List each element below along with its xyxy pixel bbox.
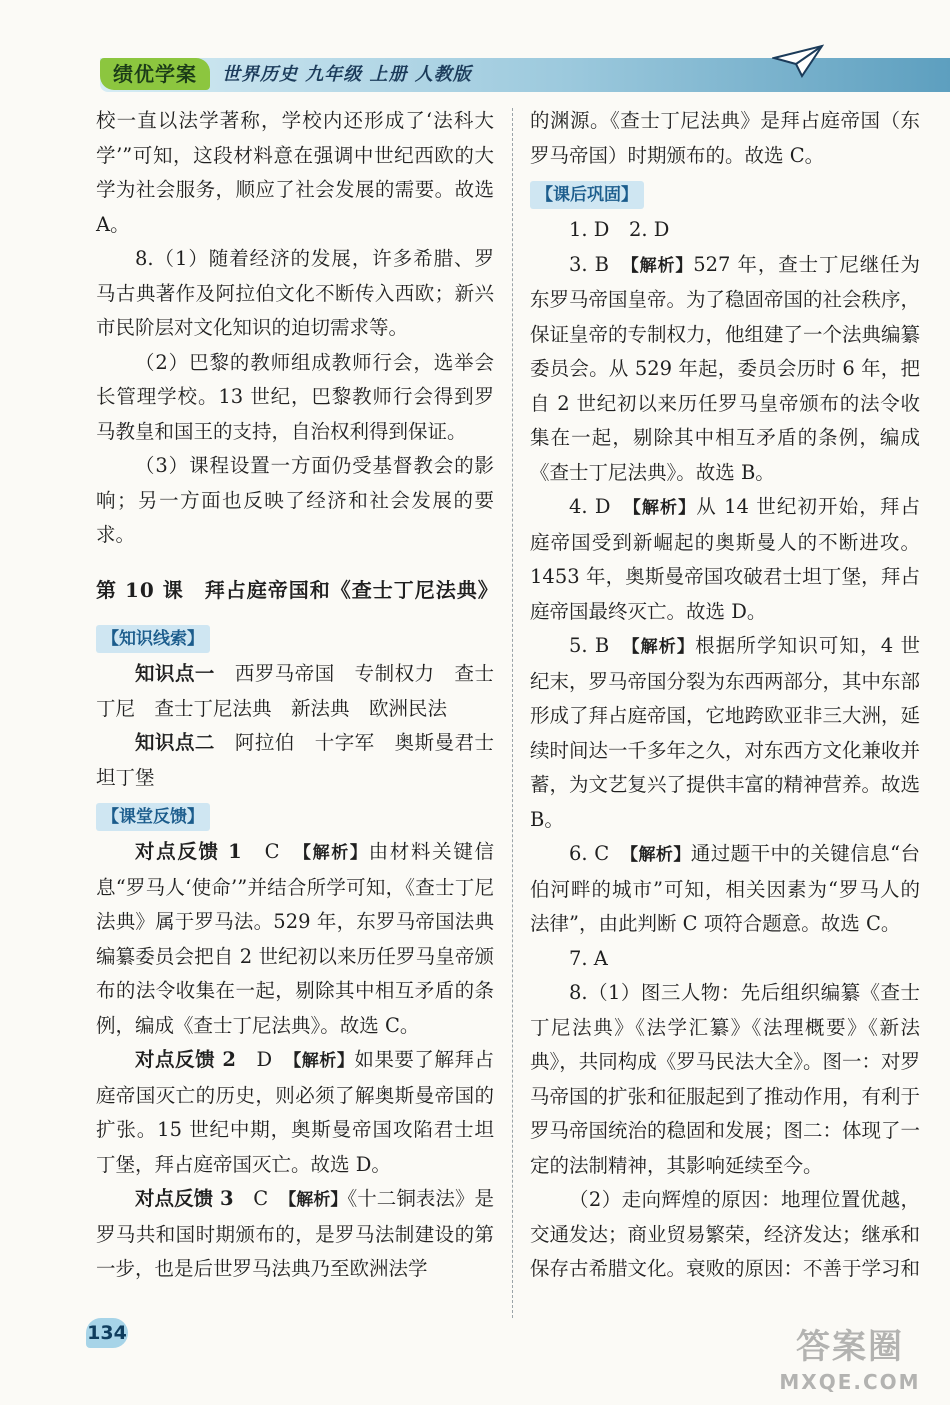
knowledge-point-text: 阿拉伯 十字军 奥斯曼君士坦丁堡: [96, 731, 494, 789]
feedback-text: 《十二铜表法》是罗马共和国时期颁布的，是罗马法制建设的第一步，也是后世罗马法典乃至欧洲法学: [96, 1187, 495, 1280]
answer-item: 7. A: [569, 946, 608, 970]
analysis-tag: 【解析】: [287, 1190, 348, 1210]
analysis-tag: 【解析】: [632, 498, 697, 518]
answer-item: 8.（1）图三人物：先后组织编纂《查士丁尼法典》《法学汇纂》《法理概要》《新法典》，共同构成《罗马民法大全》。图一：对罗马帝国的扩张和征服起到了推动作用，有利于罗马帝国统治的稳固和发展；图二：体现了一定的法制精神，其影响延续至今。: [530, 981, 921, 1177]
feedback-label: 对点反馈 3: [135, 1187, 234, 1210]
lesson-title: 第 10 课 拜占庭帝国和《查士丁尼法典》: [96, 577, 499, 602]
paragraph: 的渊源。《查士丁尼法典》是拜占庭帝国（东罗马帝国）时期颁布的。故选 C。: [530, 109, 920, 167]
analysis-tag: 【解析】: [629, 845, 691, 865]
feedback-item: [96, 835, 494, 1043]
right-column: [530, 104, 920, 1287]
site-watermark: [760, 1325, 940, 1401]
knowledge-point: [96, 657, 494, 726]
feedback-answer: D: [236, 1048, 293, 1071]
knowledge-point-label: 知识点一: [135, 662, 215, 685]
answer-number: 3. B: [569, 252, 631, 276]
knowledge-point-label: 知识点二: [135, 731, 215, 754]
feedback-answer: C: [233, 1187, 288, 1210]
section-label-classroom: 【课堂反馈】: [96, 803, 210, 831]
knowledge-point: [96, 726, 494, 795]
feedback-label: 对点反馈 2: [135, 1048, 236, 1071]
answer-number: 5. B: [569, 634, 632, 657]
watermark-logo-text: 答案圈: [796, 1327, 904, 1367]
feedback-item: [96, 1043, 494, 1182]
answer-item: [530, 837, 920, 942]
book-subject: 世界历史 九年级 上册 人教版: [222, 64, 472, 85]
answer-item: [530, 490, 920, 629]
analysis-tag: 【解析】: [292, 1051, 355, 1071]
paragraph: （3）课程设置一方面仍受基督教会的影响；另一方面也反映了经济和社会发展的要求。: [96, 454, 494, 546]
feedback-text: 如果要了解拜占庭帝国灭亡的历史，则必须了解奥斯曼帝国的扩张。15 世纪中期，奥斯曼帝国攻陷君士坦丁堡，拜占庭帝国灭亡。故选 D。: [96, 1048, 495, 1176]
paragraph: 校一直以法学著称，学校内还形成了‘法科大学’”可知，这段材料意在强调中世纪西欧的大学为社会服务，顺应了社会发展的需要。故选 A。: [96, 109, 494, 236]
analysis-tag: 【解析】: [302, 843, 369, 863]
answer-number: 6. C: [569, 842, 630, 865]
page-header: [0, 0, 950, 100]
answer-text: 从 14 世纪初开始，拜占庭帝国受到新崛起的奥斯曼人的不断进攻。1453 年，奥斯曼帝国攻破君士坦丁堡，拜占庭帝国最终灭亡。故选 D。: [530, 495, 920, 623]
page-number: 134: [86, 1318, 128, 1348]
paper-plane-icon: [772, 44, 824, 78]
answer-item: （2）走向辉煌的原因：地理位置优越，交通发达；商业贸易繁荣，经济发达；继承和保存古希腊文化。衰败的原因：不善于学习和: [530, 1188, 921, 1280]
knowledge-point-text: 西罗马帝国 专制权力 查士丁尼 查士丁尼法典 新法典 欧洲民法: [96, 662, 494, 720]
section-label-review: 【课后巩固】: [530, 181, 644, 209]
answer-text: 527 年，查士丁尼继任为东罗马帝国皇帝。为了稳固帝国的社会秩序，保证皇帝的专制权力，他组建了一个法典编纂委员会。从 529 年起，委员会历时 6 年，把自 2 世纪初以来历任罗马皇帝颁布的法令收集在一起，剔除其中相互矛盾的条例，编成《查士丁尼法典》。故选 B。: [530, 252, 921, 484]
answer-number: 4. D: [569, 495, 633, 518]
feedback-item: [96, 1182, 494, 1287]
section-label-knowledge: 【知识线索】: [96, 625, 210, 653]
answer-text: 通过题干中的关键信息“台伯河畔的城市”可知，相关因素为“罗马人的法律”，由此判断 C 项符合题意。故选 C。: [530, 842, 920, 935]
answer-item: 1. D 2. D: [569, 218, 670, 241]
analysis-tag: 【解析】: [631, 637, 696, 657]
analysis-tag: 【解析】: [630, 255, 694, 276]
feedback-answer: C: [241, 840, 303, 863]
paragraph: 8.（1）随着经济的发展，许多希腊、罗马古典著作及阿拉伯文化不断传入西欧；新兴市民阶层对文化知识的迫切需求等。: [96, 247, 494, 339]
watermark-url: MXQE.COM: [779, 1370, 921, 1394]
book-logo: 绩优学案: [100, 58, 210, 90]
answer-text: 根据所学知识可知，4 世纪末，罗马帝国分裂为东西两部分，其中东部形成了拜占庭帝国，它地跨欧亚非三大洲，延续时间达一千多年之久，对东西方文化兼收并蓄，为文艺复兴了提供丰富的精神营养。故选 B。: [530, 634, 921, 831]
left-column: [96, 104, 499, 1287]
feedback-text: 由材料关键信息“罗马人‘使命’”并结合所学可知，《查士丁尼法典》属于罗马法。529 年，东罗马帝国法典编纂委员会把自 2 世纪初以来历任罗马皇帝颁布的法令收集在一起，剔除其中相互矛盾的条例，编成《查士丁尼法典》。故选 C。: [96, 840, 494, 1037]
answer-item: [530, 248, 920, 491]
column-divider: [512, 108, 513, 1318]
feedback-label: 对点反馈 1: [135, 840, 242, 863]
answer-item: [530, 629, 920, 837]
paragraph: （2）巴黎的教师组成教师行会，选举会长管理学校。13 世纪，巴黎教师行会得到罗马教皇和国王的支持，自治权利得到保证。: [96, 350, 494, 443]
